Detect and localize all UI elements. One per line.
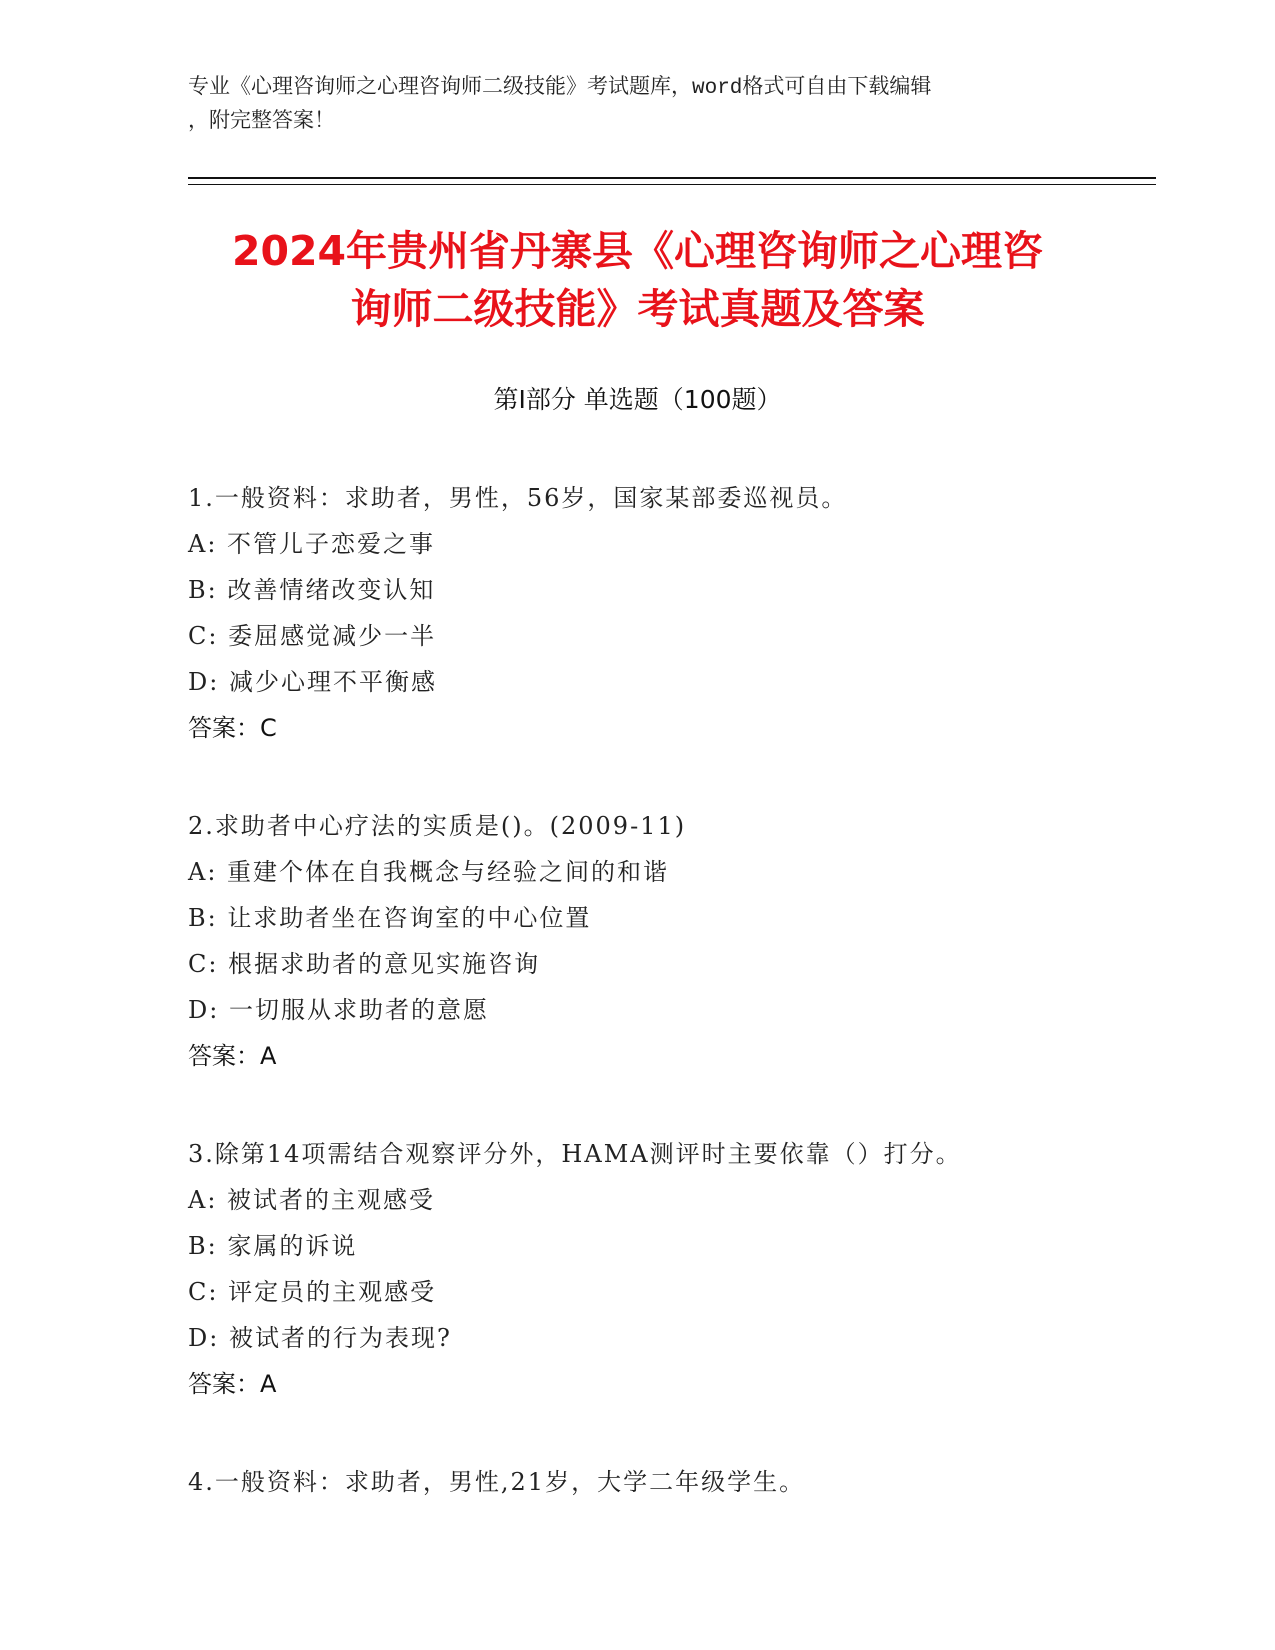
document-title — [140, 222, 1135, 338]
option-c: C: 根据求助者的意见实施咨询 — [188, 950, 541, 978]
question-1 — [188, 475, 1148, 751]
option-d: D: 一切服从求助者的意愿 — [188, 996, 489, 1024]
option-d: D: 被试者的行为表现? — [188, 1324, 452, 1352]
option-c: C: 委屈感觉减少一半 — [188, 622, 437, 650]
question-stem: 3.除第14项需结合观察评分外，HAMA测评时主要依靠（）打分。 — [188, 1140, 962, 1168]
option-b: B: 让求助者坐在咨询室的中心位置 — [188, 904, 592, 932]
option-b: B: 改善情绪改变认知 — [188, 576, 436, 604]
option-a: A: 不管儿子恋爱之事 — [188, 530, 436, 558]
question-stem: 2.求助者中心疗法的实质是()。(2009-11) — [188, 812, 687, 840]
header-note — [188, 72, 1088, 140]
question-4 — [188, 1459, 1148, 1505]
header-note-line-1: 专业《心理咨询师之心理咨询师二级技能》考试题库，word格式可自由下载编辑 — [188, 77, 932, 100]
option-a: A: 被试者的主观感受 — [188, 1186, 436, 1214]
question-list — [188, 475, 1148, 1557]
answer: 答案：C — [188, 714, 277, 742]
option-d: D: 减少心理不平衡感 — [188, 668, 437, 696]
question-2 — [188, 803, 1148, 1079]
document-title-line-1: 2024年贵州省丹寨县《心理咨询师之心理咨 — [231, 227, 1044, 275]
option-c: C: 评定员的主观感受 — [188, 1278, 437, 1306]
header-note-line-2: ，附完整答案！ — [188, 111, 335, 134]
header-divider-thick — [188, 177, 1156, 179]
answer: 答案：A — [188, 1042, 277, 1070]
option-b: B: 家属的诉说 — [188, 1232, 358, 1260]
question-stem: 1.一般资料：求助者，男性，56岁，国家某部委巡视员。 — [188, 484, 848, 512]
option-a: A: 重建个体在自我概念与经验之间的和谐 — [188, 858, 670, 886]
question-3 — [188, 1131, 1148, 1407]
document-title-line-2: 询师二级技能》考试真题及答案 — [350, 285, 925, 333]
section-heading: 第Ⅰ部分 单选题（100题） — [493, 385, 782, 414]
question-stem: 4.一般资料：求助者，男性,21岁，大学二年级学生。 — [188, 1468, 806, 1496]
answer: 答案：A — [188, 1370, 277, 1398]
header-divider-thin — [188, 184, 1156, 185]
